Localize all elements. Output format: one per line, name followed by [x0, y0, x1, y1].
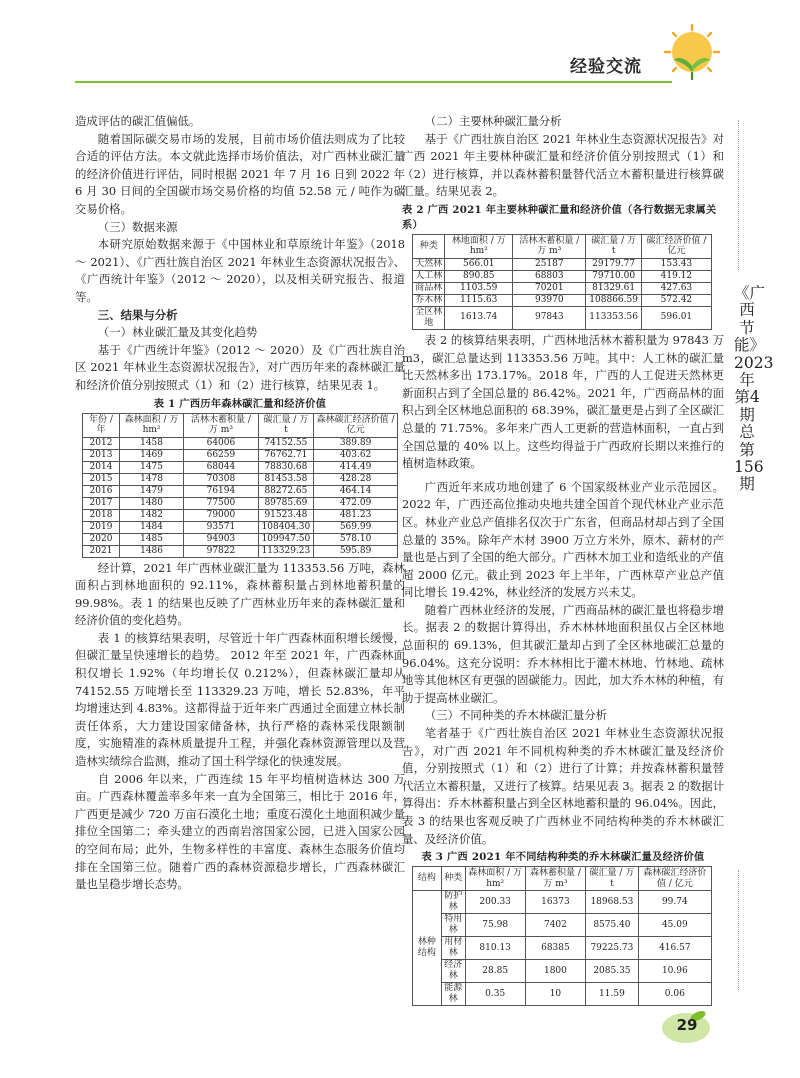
- table1-cell: 74152.55: [258, 437, 313, 449]
- table3-group-cell: 林种结构: [413, 891, 442, 1006]
- subsection-heading: （三）不同种类的乔木林碳汇量分析: [424, 708, 608, 723]
- table1-cell: 2017: [83, 497, 120, 509]
- table2-cell: 25187: [513, 258, 586, 270]
- table3-cell: 1800: [525, 960, 586, 983]
- table2-header: 碳汇经济价值 / 亿元: [641, 234, 711, 258]
- table1-cell: 109947.50: [258, 533, 313, 545]
- table2-cell: 566.01: [445, 258, 513, 270]
- table3-cell: 200.33: [465, 891, 525, 914]
- table1-cell: 1482: [119, 509, 183, 521]
- table1-cell: 414.49: [314, 461, 398, 473]
- table2-cell: 572.42: [641, 294, 711, 306]
- table2-cell: 68803: [513, 270, 586, 282]
- table3-cell: 特用林: [441, 914, 465, 937]
- table3-header: 森林蓄积量 / 万 m³: [525, 867, 586, 891]
- table1-header: 森林面积 / 万 hm²: [119, 413, 183, 437]
- paragraph: 本研究原始数据来源于《中国林业和草原统计年鉴》（2018 ～ 2021）、《广西壮族自治区 2021 年林业生态资源状况报告》、《广西统计年鉴》（2012 ～ 2020），以及相关研究报告、报道等。: [75, 237, 405, 304]
- table3-cell: 10: [525, 983, 586, 1006]
- table1-cell: 97822: [184, 545, 259, 557]
- table-row: [413, 960, 712, 983]
- table3-cell: 79225.73: [586, 937, 638, 960]
- page-number: 29: [676, 1016, 698, 1034]
- table1-cell: 88272.65: [258, 485, 313, 497]
- table2-cell: 79710.00: [586, 270, 641, 282]
- table3-cell: 75.98: [465, 914, 525, 937]
- section-heading: 三、结果与分析: [97, 307, 178, 322]
- left-column: [75, 113, 405, 894]
- table-row: [413, 270, 712, 282]
- table1-cell: 89785.69: [258, 497, 313, 509]
- table-row: [413, 294, 712, 306]
- table1-cell: 1478: [119, 473, 183, 485]
- table1-header: 年份 / 年: [83, 413, 120, 437]
- table3-cell: 68385: [525, 937, 586, 960]
- table-row: [83, 485, 398, 497]
- table3: [412, 866, 712, 1006]
- table1-cell: 93571: [184, 521, 259, 533]
- table1-cell: 76762.71: [258, 449, 313, 461]
- table-row: [413, 258, 712, 270]
- page-number-badge: [660, 1010, 714, 1046]
- table2-cell: 1103.59: [445, 282, 513, 294]
- table1: [82, 413, 398, 558]
- side-divider-bottom: [738, 870, 739, 990]
- table3-header: 森林碳汇经济价值 / 亿元: [638, 867, 711, 891]
- side-divider-top: [738, 120, 739, 270]
- table1-header: 碳汇量 / 万 t: [258, 413, 313, 437]
- table1-cell: 94903: [184, 533, 259, 545]
- sun-leaf-logo-icon: [652, 22, 732, 92]
- table1-cell: 389.89: [314, 437, 398, 449]
- journal-issue-label: 《广西节能》 2023年第4期 总第156期: [734, 284, 774, 494]
- table3-cell: 7402: [525, 914, 586, 937]
- table1-cell: 64006: [184, 437, 259, 449]
- table2-cell: 427.63: [641, 282, 711, 294]
- table1-cell: 113329.23: [258, 545, 313, 557]
- table2-cell: 1613.74: [445, 306, 513, 329]
- table1-cell: 2016: [83, 485, 120, 497]
- table2: [412, 234, 712, 330]
- section-title: 经验交流: [570, 57, 642, 77]
- table1-cell: 2014: [83, 461, 120, 473]
- table2-header: 活林木蓄积量 / 万 m³: [513, 234, 586, 258]
- table1-cell: 578.10: [314, 533, 398, 545]
- table1-cell: 2021: [83, 545, 120, 557]
- table-row: [83, 449, 398, 461]
- table1-cell: 66259: [184, 449, 259, 461]
- table-row: [83, 533, 398, 545]
- subsection-heading: （一）林业碳汇量及其变化趋势: [97, 325, 258, 340]
- table1-cell: 1469: [119, 449, 183, 461]
- table2-cell: 全区林地: [413, 306, 445, 329]
- table3-header: 结构: [413, 867, 442, 891]
- table3-header: 种类: [441, 867, 465, 891]
- table1-cell: 79000: [184, 509, 259, 521]
- table1-caption: 表 1 广西历年森林碳汇量和经济价值: [153, 397, 327, 410]
- table2-cell: 1115.63: [445, 294, 513, 306]
- table3-cell: 416.57: [638, 937, 711, 960]
- table1-cell: 2020: [83, 533, 120, 545]
- table2-cell: 97843: [513, 306, 586, 329]
- table1-cell: 91523.48: [258, 509, 313, 521]
- table1-cell: 481.23: [314, 509, 398, 521]
- table3-cell: 0.35: [465, 983, 525, 1006]
- paragraph: 造成评估的碳汇值偏低。: [75, 114, 201, 128]
- table1-cell: 70308: [184, 473, 259, 485]
- table1-cell: 81453.58: [258, 473, 313, 485]
- table2-cell: 419.12: [641, 270, 711, 282]
- table2-cell: 596.01: [641, 306, 711, 329]
- table3-header: 森林面积 / 万 hm²: [465, 867, 525, 891]
- table-row: [413, 282, 712, 294]
- table3-cell: 防护林: [441, 891, 465, 914]
- header-rule: [75, 81, 672, 83]
- table2-cell: 93970: [513, 294, 586, 306]
- table-row: [413, 937, 712, 960]
- table2-cell: 890.85: [445, 270, 513, 282]
- table1-cell: 1458: [119, 437, 183, 449]
- table2-cell: 商品林: [413, 282, 445, 294]
- table1-cell: 2015: [83, 473, 120, 485]
- table3-cell: 28.85: [465, 960, 525, 983]
- table1-cell: 1484: [119, 521, 183, 533]
- table1-cell: 472.09: [314, 497, 398, 509]
- paragraph: 笔者基于《广西壮族自治区 2021 年林业生态资源状况报告》，对广西 2021 年不同机构种类的乔木林碳汇量及经济价值，分别按照式（1）和（2）进行了计算；并按森林蓄积量替代活立木蓄积量，又进行了核算。结果见表 3。据表 2 的数据计算得出：乔木林蓄积量占到全区林地蓄积量的 96.04%。因此，表 3 的结果也客观反映了广西林业不同结构种类的乔木林碳汇量、及经济价值。: [402, 726, 724, 846]
- table1-cell: 403.62: [314, 449, 398, 461]
- paragraph: 广西近年来成功地创建了 6 个国家级林业产业示范园区。2022 年，广西还高位推动央地共建全国首个现代林业产业示范区。林业产业总产值排名仅次于广东省，但商品材却占到了全国总量的 35%。除年产木材 3900 万立方米外，原木、薪材的产量也是占到了全国的绝大部分。广西林木加工业和造纸业的产值超 2000 亿元。截止到 2023 年上半年，广西林草产业总产值同比增长 19.42%，林业经济的发展方兴未艾。: [402, 479, 724, 600]
- table1-cell: 428.28: [314, 473, 398, 485]
- table2-cell: 108866.59: [586, 294, 641, 306]
- table3-cell: 11.59: [586, 983, 638, 1006]
- table-row: [83, 521, 398, 533]
- table2-cell: 天然林: [413, 258, 445, 270]
- table2-cell: 113353.56: [586, 306, 641, 329]
- table3-cell: 16373: [525, 891, 586, 914]
- table1-cell: 464.14: [314, 485, 398, 497]
- table1-header: 森林碳汇经济价值 / 亿元: [314, 413, 398, 437]
- table3-cell: 经济林: [441, 960, 465, 983]
- table1-cell: 1480: [119, 497, 183, 509]
- paragraph: 表 2 的核算结果表明，广西林地活林木蓄积量为 97843 万 m3，碳汇总量达到 113353.56 万吨。其中：人工林的碳汇量比天然林多出 173.17%。2018 年，广西的人工促进天然林更新面积占到了全国总量的 86.42%。2021 年，广西商品林的面积占到全区林地总面积的 68.39%，碳汇量更是占到了全区碳汇总量的 71.75%。多年来广西人工更新的营造林面积，一直占到全国总量的 40% 以上。这些均得益于广西政府长期以来推行的植树造林政策。: [402, 332, 724, 471]
- table3-cell: 45.09: [638, 914, 711, 937]
- table3-header: 碳汇量 / 万 t: [586, 867, 638, 891]
- table2-cell: 70201: [513, 282, 586, 294]
- table-row: [83, 545, 398, 557]
- subsection-heading: （三）数据来源: [97, 219, 178, 234]
- table2-header: 种类: [413, 234, 445, 258]
- table1-cell: 1486: [119, 545, 183, 557]
- table1-header: 活林木蓄积量 / 万 m³: [184, 413, 259, 437]
- table-row: [83, 509, 398, 521]
- table-row: [413, 983, 712, 1006]
- paragraph: 随着国际碳交易市场的发展，目前市场价值法则成为了比较合适的评估方法。本文就此选择市场价值法，对广西林业碳汇量的经济价值进行评估，同时根据 2021 年 7 月 16 日到 2022 年 6 月 30 日间的全国碳市场交易价格的均值 52.58 元 / 吨作为碳交易价格。: [75, 131, 405, 216]
- table2-caption: 表 2 广西 2021 年主要林种碳汇量和经济价值（各行数据无隶属关系）: [402, 203, 717, 231]
- table-row: [83, 461, 398, 473]
- table1-cell: 2013: [83, 449, 120, 461]
- table3-cell: 2085.35: [586, 960, 638, 983]
- table2-cell: 人工林: [413, 270, 445, 282]
- table-row: [83, 437, 398, 449]
- table3-cell: 18968.53: [586, 891, 638, 914]
- table3-cell: 能源林: [441, 983, 465, 1006]
- paragraph: 经计算，2021 年广西林业碳汇量为 113353.56 万吨，森林面积占到林地面积的 92.11%，森林蓄积量占到林地蓄积量的 99.98%。表 1 的结果也反映了广西林业历年来的森林碳汇量和经济价值的变化趋势。: [75, 560, 405, 628]
- table1-cell: 1479: [119, 485, 183, 497]
- table2-cell: 乔木林: [413, 294, 445, 306]
- table1-cell: 1485: [119, 533, 183, 545]
- table3-cell: 10.96: [638, 960, 711, 983]
- table-row: [413, 306, 712, 329]
- table3-cell: 99.74: [638, 891, 711, 914]
- table2-cell: 29179.77: [586, 258, 641, 270]
- table-row: [413, 891, 712, 914]
- table1-cell: 108404.30: [258, 521, 313, 533]
- table1-cell: 78830.68: [258, 461, 313, 473]
- table1-cell: 2019: [83, 521, 120, 533]
- table3-cell: 810.13: [465, 937, 525, 960]
- table1-cell: 569.99: [314, 521, 398, 533]
- table-row: [83, 473, 398, 485]
- paragraph: 随着广西林业经济的发展，广西商品林的碳汇量也将稳步增长。据表 2 的数据计算得出，乔木林林地面积虽仅占全区林地总面积的 69.13%，但其碳汇量却占到了全区林地碳汇总量的 96.04%。这充分说明：乔木林相比于灌木林地、竹林地、疏林地等其他林区有更强的固碳能力。因此，加大乔木林的种植，有助于提高林业碳汇。: [402, 602, 724, 705]
- table1-cell: 77500: [184, 497, 259, 509]
- table3-caption: 表 3 广西 2021 年不同结构种类的乔木林碳汇量及经济价值: [421, 851, 705, 864]
- right-column: [402, 113, 724, 1006]
- paragraph: 基于《广西统计年鉴》（2012 ～ 2020）及《广西壮族自治区 2021 年林业生态资源状况报告》，对广西历年来的森林碳汇量和经济价值分别按照式（1）和（2）进行核算，结果见表 1。: [75, 342, 405, 392]
- table1-cell: 595.89: [314, 545, 398, 557]
- subsection-heading: （二）主要林种碳汇量分析: [424, 114, 562, 128]
- table1-cell: 2012: [83, 437, 120, 449]
- paragraph: 表 1 的核算结果表明，尽管近十年广西森林面积增长缓慢，但碳汇量呈快速增长的趋势。 2012 年至 2021 年，广西森林面积仅增长 1.92%（年均增长仅 0.212%），但森林碳汇量却从 74152.55 万吨增长至 113329.23 万吨，增长 52.83%，年平均增速达到 4.83%。这都得益于近年来广西通过全面建立林长制责任体系，大力建设国家储备林，执行严格的森林采伐限额制度，实施精准的森林质量提升工程，并强化森林资源管理以及营造林实绩综合监测，推动了国土科学绿化的快速发展。: [75, 630, 405, 769]
- table1-cell: 2018: [83, 509, 120, 521]
- table3-cell: 0.06: [638, 983, 711, 1006]
- table-row: [413, 914, 712, 937]
- table1-cell: 1475: [119, 461, 183, 473]
- table-row: [83, 497, 398, 509]
- paragraph: 自 2006 年以来，广西连续 15 年平均植树造林达 300 万亩。广西森林覆盖率多年来一直为全国第三，相比于 2016 年，广西更是减少 720 万亩石漠化土地；重度石漠化土地面积减少量排位全国第二；牵头建立的西南岩溶国家公园，已进入国家公园的空间布局；此外，生物多样性的丰富度、森林生态服务价值均排在全国第三位。随着广西的森林资源稳步增长，广西森林碳汇量也呈稳步增长态势。: [75, 771, 405, 892]
- table1-cell: 68044: [184, 461, 259, 473]
- paragraph: 基于《广西壮族自治区 2021 年林业生态资源状况报告》对广西 2021 年主要林种碳汇量和经济价值分别按照式（1）和（2）进行核算，并以森林蓄积量替代活立木蓄积量进行核算碳汇量。结果见表 2。: [402, 131, 724, 199]
- table3-cell: 8575.40: [586, 914, 638, 937]
- table2-cell: 81329.61: [586, 282, 641, 294]
- table2-cell: 153.43: [641, 258, 711, 270]
- table1-cell: 76194: [184, 485, 259, 497]
- table3-cell: 用材林: [441, 937, 465, 960]
- table2-header: 林地面积 / 万 hm²: [445, 234, 513, 258]
- table2-header: 碳汇量 / 万 t: [586, 234, 641, 258]
